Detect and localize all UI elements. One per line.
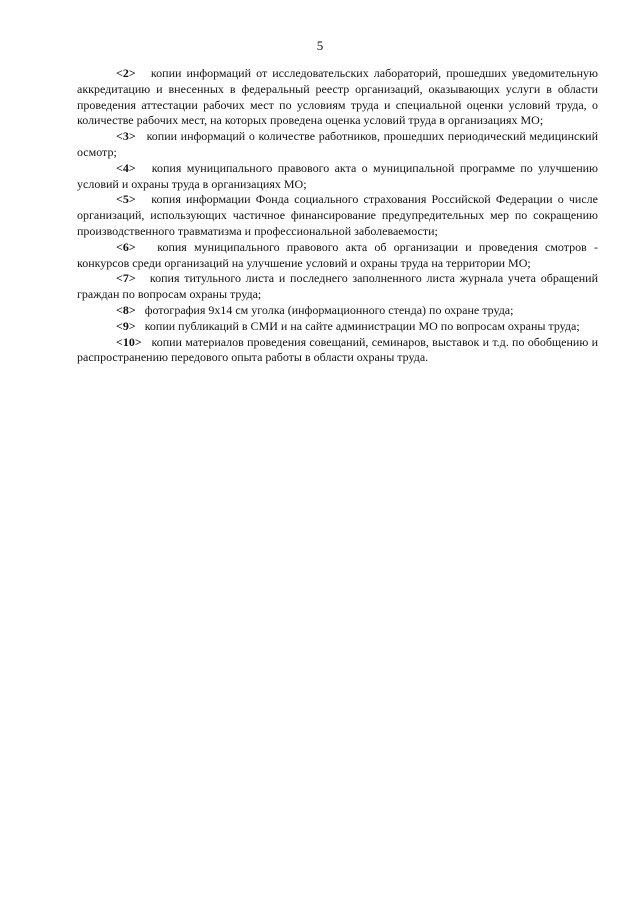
item-marker: <8> bbox=[116, 302, 136, 317]
item-marker: <5> bbox=[116, 192, 136, 207]
item-text: копии публикаций в СМИ и на сайте администрации МО по вопросам охраны труда; bbox=[144, 318, 580, 333]
list-item bbox=[77, 271, 598, 303]
list-item bbox=[77, 161, 598, 193]
list-item bbox=[77, 303, 598, 319]
list-item bbox=[77, 335, 598, 367]
item-marker: <6> bbox=[116, 239, 136, 254]
item-text: копия титульного листа и последнего заполненного листа журнала учета обращений граждан по вопросам охраны труда; bbox=[77, 271, 598, 302]
item-marker: <2> bbox=[116, 66, 136, 80]
item-text: копии информаций от исследовательских лабораторий, прошедших уведомительную аккредитацию и внесенных в федеральный реестр организаций, оказывающих услуги в области проведения аттестации рабочих мест по условиям труда и специальной оценки условий труда, о количестве рабочих мест, на которых проведена оценка условий труда в организациях МО; bbox=[77, 66, 598, 128]
item-text: копии информаций о количестве работников, прошедших периодический медицинский осмотр; bbox=[77, 129, 598, 159]
item-text: копия информации Фонда социального страхования Российской Федерации о числе организаций, использующих частичное финансирование предупредительных мер по сокращению производственного травматизма и профессиональной заболеваемости; bbox=[77, 192, 598, 238]
item-marker: <9> bbox=[116, 318, 136, 333]
item-text: копия муниципального правового акта о муниципальной программе по улучшению условий и охраны труда в организациях МО; bbox=[77, 160, 599, 191]
item-marker: <10> bbox=[116, 334, 142, 349]
list-item bbox=[77, 240, 598, 272]
item-text: копия муниципального правового акта об организации и проведения смотров - конкурсов среди организаций на улучшение условий и охраны труда на территории МО; bbox=[77, 239, 599, 270]
list-item bbox=[77, 319, 598, 335]
page-number: 5 bbox=[316, 38, 324, 53]
list-item bbox=[77, 192, 598, 239]
item-marker: <7> bbox=[116, 271, 136, 286]
item-text: фотография 9х14 см уголка (информационного стенда) по охране труда; bbox=[144, 302, 514, 317]
document-body bbox=[77, 66, 598, 366]
list-item bbox=[77, 129, 598, 161]
item-text: копии материалов проведения совещаний, семинаров, выставок и т.д. по обобщению и распространению передового опыта работы в области охраны труда. bbox=[77, 334, 598, 365]
list-item bbox=[77, 66, 598, 129]
item-marker: <4> bbox=[116, 160, 136, 175]
item-marker: <3> bbox=[116, 129, 136, 144]
